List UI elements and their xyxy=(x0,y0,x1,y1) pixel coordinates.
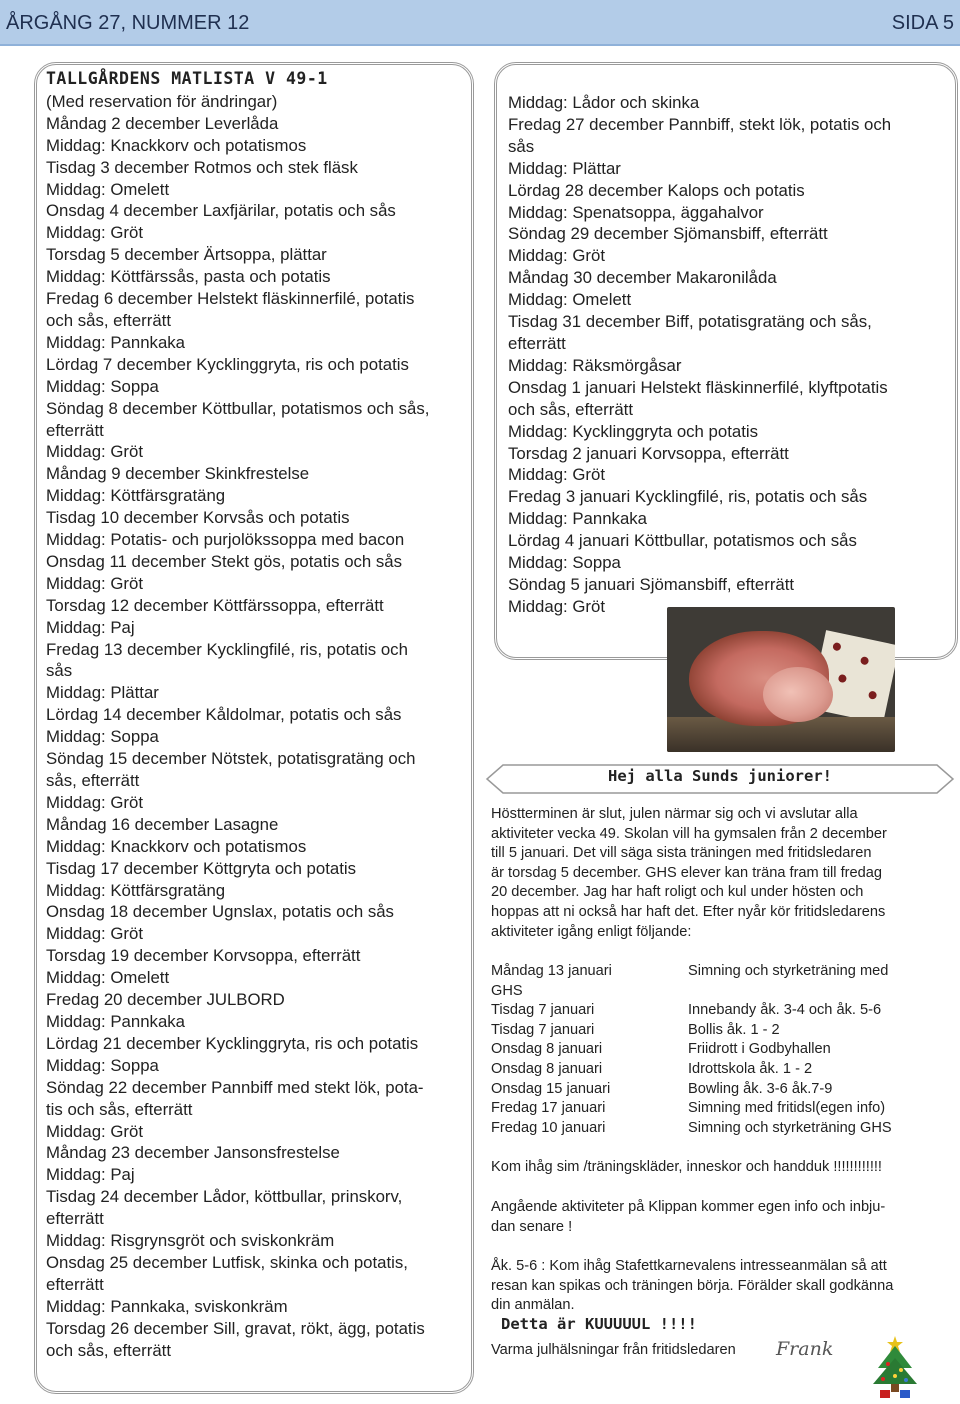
menu-line: Fredag 3 januari Kycklingfilé, ris, potatis och sås xyxy=(508,487,868,507)
menu-title: TALLGÅRDENS MATLISTA V 49-1 xyxy=(46,69,328,88)
menu-line: och sås, efterrätt xyxy=(46,310,171,330)
menu-line: Söndag 8 december Köttbullar, potatismos och sås, xyxy=(46,398,430,418)
menu-line: Lördag 21 december Kycklinggryta, ris och potatis xyxy=(46,1033,419,1053)
menu-line: (Med reservation för ändringar) xyxy=(46,91,278,111)
menu-left-column xyxy=(46,64,466,1361)
menu-line: Middag: Omelett xyxy=(508,290,632,310)
menu-line: Middag: Gröt xyxy=(46,1121,144,1141)
relay-line: resan kan spikas och träningen börja. Förälder skall godkänna xyxy=(491,1277,894,1294)
schedule-date: Onsdag 8 januari xyxy=(491,1041,603,1058)
menu-line: Tisdag 31 december Biff, potatisgratäng och sås, xyxy=(508,312,872,332)
menu-line: Måndag 9 december Skinkfrestelse xyxy=(46,464,310,484)
menu-line: Middag: Pannkaka xyxy=(46,1011,186,1031)
menu-line: Fredag 13 december Kycklingfilé, ris, potatis och xyxy=(46,639,408,659)
intro-line: till 5 januari. Det vill säga sista träningen med fritidsledaren xyxy=(491,845,872,862)
schedule-date: Tisdag 7 januari xyxy=(491,1002,595,1019)
menu-line: Middag: Gröt xyxy=(46,573,144,593)
menu-line: Middag: Pannkaka, sviskonkräm xyxy=(46,1296,288,1316)
schedule-row xyxy=(491,1001,943,1021)
menu-line: Middag: Spenatsoppa, äggahalvor xyxy=(508,202,764,222)
menu-line: Middag: Omelett xyxy=(46,179,170,199)
menu-line: Söndag 15 december Nötstek, potatisgratäng och xyxy=(46,749,416,769)
menu-line: och sås, efterrätt xyxy=(508,399,633,419)
menu-line: Middag: Köttfärssås, pasta och potatis xyxy=(46,267,331,287)
menu-line: Lördag 14 december Kåldolmar, potatis och sås xyxy=(46,705,402,725)
menu-line: Torsdag 19 december Korvsoppa, efterrätt xyxy=(46,946,361,966)
menu-line: Torsdag 2 januari Korvsoppa, efterrätt xyxy=(508,443,789,463)
menu-line: Middag: Gröt xyxy=(46,924,144,944)
menu-line: Middag: Soppa xyxy=(508,553,621,573)
schedule-activity: Simning och styrketräning GHS xyxy=(688,1119,892,1136)
menu-line: Lördag 4 januari Köttbullar, potatismos och sås xyxy=(508,531,857,551)
relay-line: din anmälan. xyxy=(491,1297,575,1314)
signature: Frank xyxy=(776,1338,834,1360)
schedule-row xyxy=(491,1080,943,1100)
menu-line: Middag: Paj xyxy=(46,617,135,637)
kuul-line: Detta är KUUUUUL !!!! xyxy=(501,1315,697,1333)
menu-right-list xyxy=(508,92,938,618)
intro-line: 20 december. Jag har haft roligt och kul under hösten och xyxy=(491,884,864,901)
klippan-notice xyxy=(491,1198,943,1237)
schedule-row xyxy=(491,1021,943,1041)
intro-line: hoppas att ni också har haft det. Efter nyår kör fritidsledarens xyxy=(491,903,886,920)
juniors-banner xyxy=(485,764,955,794)
schedule-activity: Friidrott i Godbyhallen xyxy=(688,1041,831,1058)
menu-line: Middag: Knackkorv och potatismos xyxy=(46,135,307,155)
menu-line: Middag: Köttfärsgratäng xyxy=(46,486,226,506)
menu-line: Måndag 2 december Leverlåda xyxy=(46,113,279,133)
menu-line: Lördag 28 december Kalops och potatis xyxy=(508,180,805,200)
menu-line: Tisdag 3 december Rotmos och stek fläsk xyxy=(46,157,358,177)
menu-line: Middag: Gröt xyxy=(46,792,144,812)
menu-line: Middag: Kycklinggryta och potatis xyxy=(508,421,758,441)
intro-line: är torsdag 5 december. GHS elever kan träna fram till fredag xyxy=(491,864,882,881)
menu-line: Middag: Risgrynsgröt och sviskonkräm xyxy=(46,1231,335,1251)
page-header xyxy=(0,0,960,46)
juniors-heading: Hej alla Sunds juniorer! xyxy=(608,767,832,785)
menu-line: Middag: Potatis- och purjolökssoppa med bacon xyxy=(46,530,405,550)
schedule-activity: Innebandy åk. 3-4 och åk. 5-6 xyxy=(688,1002,882,1019)
relay-line: Åk. 5-6 : Kom ihåg Stafettkarnevalens intresseanmälan så att xyxy=(491,1258,887,1274)
menu-line: Onsdag 25 december Lutfisk, skinka och potatis, xyxy=(46,1252,408,1272)
christmas-tree-icon xyxy=(868,1334,922,1400)
menu-line: Middag: Plättar xyxy=(508,158,621,178)
ham-slice xyxy=(763,667,833,722)
menu-line: Middag: Soppa xyxy=(46,727,159,747)
menu-line: Middag: Gröt xyxy=(508,465,606,485)
menu-line: Fredag 27 december Pannbiff, stekt lök, potatis och xyxy=(508,114,892,134)
schedule-row xyxy=(491,982,943,1002)
menu-line: Måndag 30 december Makaronilåda xyxy=(508,268,777,288)
menu-line: Middag: Gröt xyxy=(46,223,144,243)
klippan-line: dan senare ! xyxy=(491,1218,573,1235)
menu-line: Middag: Paj xyxy=(46,1165,135,1185)
menu-line: efterrätt xyxy=(46,1209,104,1229)
menu-line: Lördag 7 december Kycklinggryta, ris och potatis xyxy=(46,354,409,374)
menu-line: Onsdag 4 december Laxfjärilar, potatis och sås xyxy=(46,201,396,221)
schedule-activity: Idrottskola åk. 1 - 2 xyxy=(688,1060,813,1077)
menu-line: Söndag 22 december Pannbiff med stekt lök, pota- xyxy=(46,1077,424,1097)
issue-label: ÅRGÅNG 27, NUMMER 12 xyxy=(6,12,250,34)
menu-line: och sås, efterrätt xyxy=(46,1340,171,1360)
schedule-row xyxy=(491,962,943,982)
menu-line: Onsdag 1 januari Helstekt fläskinnerfilé, klyftpotatis xyxy=(508,377,888,397)
menu-line: Middag: Soppa xyxy=(46,376,159,396)
activity-schedule xyxy=(491,962,943,1138)
menu-line: Söndag 29 december Sjömansbiff, efterrätt xyxy=(508,224,828,244)
menu-line: Middag: Soppa xyxy=(46,1055,159,1075)
menu-line: Middag: Räksmörgåsar xyxy=(508,355,682,375)
intro-line: aktiviteter vecka 49. Skolan vill ha gymsalen från 2 december xyxy=(491,825,887,842)
intro-line: aktiviteter igång enligt följande: xyxy=(491,923,692,940)
schedule-activity: Bowling åk. 3-6 åk.7-9 xyxy=(688,1080,833,1097)
menu-line: Tisdag 24 december Lådor, köttbullar, prinskorv, xyxy=(46,1187,403,1207)
menu-line: Middag: Pannkaka xyxy=(508,509,648,529)
menu-line: Onsdag 18 december Ugnslax, potatis och sås xyxy=(46,902,394,922)
schedule-activity: Bollis åk. 1 - 2 xyxy=(688,1021,780,1038)
menu-line: Middag: Knackkorv och potatismos xyxy=(46,836,307,856)
schedule-date: Onsdag 15 januari xyxy=(491,1080,611,1097)
menu-line: Middag: Gröt xyxy=(508,596,606,616)
ham-photo xyxy=(667,607,895,752)
menu-line: efterrätt xyxy=(46,1274,104,1294)
menu-line: Torsdag 12 december Köttfärssoppa, efterrätt xyxy=(46,595,384,615)
menu-line: Middag: Gröt xyxy=(46,442,144,462)
menu-line: Torsdag 5 december Ärtsoppa, plättar xyxy=(46,245,327,265)
schedule-activity: Simning med fritidsl(egen info) xyxy=(688,1100,886,1117)
schedule-date: Tisdag 7 januari xyxy=(491,1021,595,1038)
menu-line: Middag: Lådor och skinka xyxy=(508,93,700,112)
menu-line: Middag: Köttfärsgratäng xyxy=(46,880,226,900)
relay-notice xyxy=(491,1257,943,1316)
menu-line: Tisdag 10 december Korvsås och potatis xyxy=(46,508,350,528)
schedule-date: Fredag 17 januari xyxy=(491,1100,606,1117)
schedule-activity: Simning och styrketräning med xyxy=(688,963,889,979)
menu-line: sås xyxy=(46,661,73,681)
menu-line: Måndag 16 december Lasagne xyxy=(46,814,279,834)
schedule-row xyxy=(491,1099,943,1119)
menu-left-list xyxy=(46,91,466,1362)
page-number: SIDA 5 xyxy=(891,12,954,34)
juniors-intro xyxy=(491,805,943,942)
menu-line: Middag: Pannkaka xyxy=(46,332,186,352)
menu-line: efterrätt xyxy=(508,333,566,353)
menu-line: Tisdag 17 december Köttgryta och potatis xyxy=(46,858,357,878)
gear-reminder: Kom ihåg sim /träningskläder, inneskor och handduk !!!!!!!!!!!! xyxy=(491,1159,882,1175)
schedule-row xyxy=(491,1040,943,1060)
menu-line: Middag: Plättar xyxy=(46,683,159,703)
schedule-row xyxy=(491,1119,943,1139)
menu-line: Fredag 6 december Helstekt fläskinnerfilé, potatis xyxy=(46,289,415,309)
menu-line: Fredag 20 december JULBORD xyxy=(46,990,285,1010)
menu-line: Middag: Omelett xyxy=(46,968,170,988)
menu-line: sås xyxy=(508,136,535,156)
intro-line: Höstterminen är slut, julen närmar sig och vi avslutar alla xyxy=(491,806,858,822)
schedule-date: Onsdag 8 januari xyxy=(491,1060,603,1077)
menu-line: Onsdag 11 december Stekt gös, potatis och sås xyxy=(46,551,403,571)
menu-line: efterrätt xyxy=(46,420,104,440)
schedule-date: Fredag 10 januari xyxy=(491,1119,606,1136)
menu-line: Måndag 23 december Jansonsfrestelse xyxy=(46,1143,340,1163)
menu-line: sås, efterrätt xyxy=(46,771,140,790)
schedule-date: Måndag 13 januari xyxy=(491,963,612,979)
menu-right-column xyxy=(508,92,938,618)
schedule-row xyxy=(491,1060,943,1080)
menu-line: Torsdag 26 december Sill, gravat, rökt, ägg, potatis xyxy=(46,1318,425,1338)
menu-line: tis och sås, efterrätt xyxy=(46,1099,193,1119)
greeting-line: Varma julhälsningar från fritidsledaren xyxy=(491,1342,736,1358)
menu-line: Söndag 5 januari Sjömansbiff, efterrätt xyxy=(508,574,795,594)
schedule-date: GHS xyxy=(491,982,523,999)
klippan-line: Angående aktiviteter på Klippan kommer egen info och inbju- xyxy=(491,1199,886,1215)
menu-line: Middag: Gröt xyxy=(508,246,606,266)
